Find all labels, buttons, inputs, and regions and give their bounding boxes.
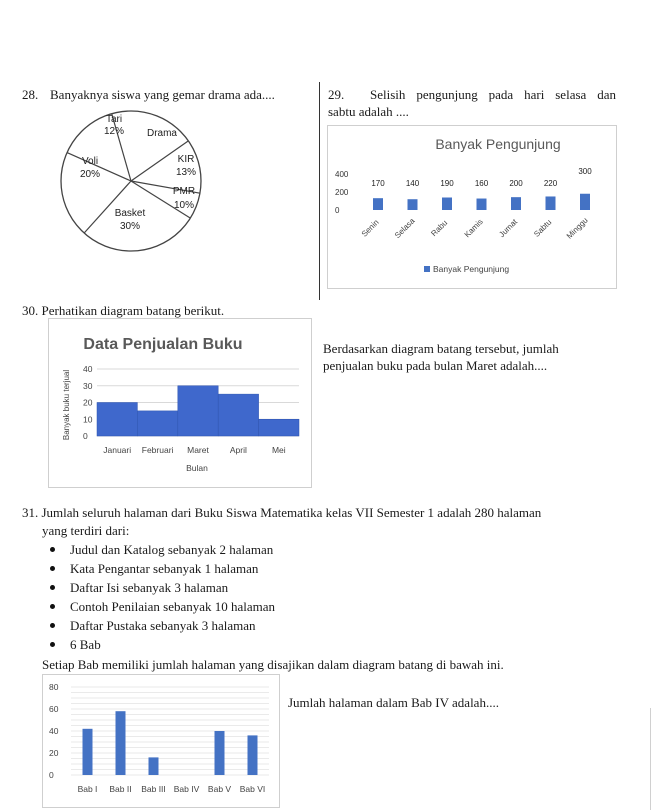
q30-y-axis-label: Banyak buku terjual: [62, 369, 71, 441]
list-item: 6 Bab: [46, 635, 275, 654]
q31-category-label: Bab III: [141, 784, 166, 794]
q31-bar-chart: [43, 675, 279, 807]
q30-bar: [259, 419, 299, 436]
q29-bar: [373, 198, 383, 210]
list-item: Kata Pengantar sebanyak 1 halaman: [46, 559, 275, 578]
list-item: Daftar Pustaka sebanyak 3 halaman: [46, 616, 275, 635]
q29-category-label: Kamis: [462, 217, 485, 240]
q30-y-tick: 0: [83, 431, 88, 441]
q29-y-tick: 0: [335, 206, 340, 215]
pie-value-label: 20%: [79, 169, 101, 180]
q31-category-label: Bab I: [77, 784, 98, 794]
q31-y-tick: 40: [49, 726, 59, 736]
q28-text: Banyaknya siswa yang gemar drama ada....: [50, 87, 275, 102]
pie-value-label: 10%: [173, 200, 195, 211]
q30-category-label: Januari: [103, 445, 132, 455]
q29-value-label: 190: [440, 179, 454, 188]
list-item: Judul dan Katalog sebanyak 2 halaman: [46, 540, 275, 559]
q29-bar-chart: [328, 126, 616, 288]
page-edge-line: [650, 708, 651, 810]
q29-legend-label: Banyak Pengunjung: [433, 264, 510, 274]
q30-bar-chart: [49, 319, 311, 487]
q31-y-tick: 0: [49, 770, 54, 780]
pie-value-label: 12%: [103, 126, 125, 137]
q30-y-tick: 30: [83, 380, 93, 391]
q29-value-label: 220: [543, 179, 558, 188]
q31-category-label: Bab V: [207, 784, 232, 794]
q31-y-tick: 80: [49, 682, 59, 692]
q28-number: 28.: [22, 87, 39, 102]
q29-bar: [546, 196, 556, 210]
q30-x-axis-label: Bulan: [186, 463, 208, 473]
list-item: Daftar Isi sebanyak 3 halaman: [46, 578, 275, 597]
q30-y-tick: 40: [83, 364, 93, 374]
q30-y-tick: 10: [83, 414, 93, 425]
q29-y-tick: 400: [335, 170, 349, 179]
q30-chart-title: Data Penjualan Buku: [83, 336, 243, 353]
pie-label: KIR: [177, 154, 195, 165]
q29-value-label: 300: [578, 167, 592, 176]
q30-category-label: Maret: [187, 445, 209, 455]
q29-category-label: Minggu: [564, 215, 590, 241]
q29-legend-swatch: [424, 266, 430, 272]
q31-footer: Setiap Bab memiliki jumlah halaman yang disajikan dalam diagram batang di bawah ini.: [42, 657, 504, 672]
q30-bar: [97, 403, 137, 437]
q31-y-tick: 60: [49, 704, 59, 714]
q31-category-label: Bab IV: [173, 784, 200, 794]
q31-category-label: Bab VI: [239, 784, 266, 794]
pie-value-label: 30%: [119, 221, 141, 232]
q29-value-label: 170: [371, 179, 385, 188]
q31-chart-frame: [42, 674, 280, 808]
q30-answer-line2: penjualan buku pada bulan Maret adalah....: [323, 358, 548, 373]
q31-category-label: Bab II: [109, 784, 132, 794]
q29-chart-frame: [327, 125, 617, 289]
q28-pie-chart: [52, 108, 210, 258]
q29-chart-title: Banyak Pengunjung: [435, 136, 561, 152]
pie-label: Basket: [114, 208, 146, 219]
q31-y-tick: 20: [49, 748, 59, 758]
q29-category-label: Rabu: [429, 218, 450, 239]
q30-chart-frame: [48, 318, 312, 488]
pie-value-label: 13%: [175, 167, 197, 178]
q30-y-tick: 20: [83, 397, 93, 408]
q29-bar: [442, 198, 452, 210]
q29-value-label: 200: [509, 179, 523, 188]
q29-category-label: Selasa: [392, 216, 417, 241]
q29-bar: [580, 194, 590, 210]
q31-bar: [248, 735, 258, 775]
q31-bar: [83, 729, 93, 775]
q31-question: Jumlah halaman dalam Bab IV adalah....: [288, 695, 499, 710]
q31-bar: [215, 731, 225, 775]
pie-label: PMR: [172, 186, 196, 197]
q31-bar: [116, 711, 126, 775]
q31-bar: [149, 757, 159, 775]
q29-value-label: 140: [405, 179, 420, 188]
pie-label: Drama: [146, 128, 178, 139]
q29-bar: [511, 197, 521, 210]
q29-bar: [477, 199, 487, 210]
q29-category-label: Jumat: [497, 217, 520, 240]
q31-intro-line2: yang terdiri dari:: [42, 523, 130, 538]
q29-category-label: Senin: [359, 217, 381, 239]
q30-category-label: Februari: [141, 445, 174, 455]
q31-intro-line1: 31. Jumlah seluruh halaman dari Buku Siswa Matematika kelas VII Semester 1 adalah 280 halaman: [22, 505, 542, 520]
q31-components-list: [46, 540, 275, 654]
pie-label: Voli: [81, 156, 99, 167]
q29-text-line2: sabtu adalah ....: [328, 104, 409, 119]
list-item: Contoh Penilaian sebanyak 10 halaman: [46, 597, 275, 616]
q30-category-label: Mei: [271, 445, 286, 455]
q29-number: 29.: [328, 87, 345, 102]
q30-bar: [218, 394, 258, 436]
q29-bar: [408, 199, 418, 210]
q30-bar: [137, 411, 177, 436]
q30-prompt: 30. Perhatikan diagram batang berikut.: [22, 303, 225, 318]
q30-answer-line1: Berdasarkan diagram batang tersebut, jumlah: [323, 341, 559, 356]
q30-bar: [178, 386, 218, 436]
q29-value-label: 160: [474, 179, 489, 188]
q29-text-line1: Selisih pengunjung pada hari selasa dan: [370, 87, 616, 102]
q29-category-label: Sabtu: [532, 217, 554, 239]
column-divider: [319, 82, 320, 300]
q29-y-tick: 200: [335, 188, 349, 197]
pie-label: Tari: [105, 114, 123, 125]
q30-category-label: April: [229, 445, 247, 455]
